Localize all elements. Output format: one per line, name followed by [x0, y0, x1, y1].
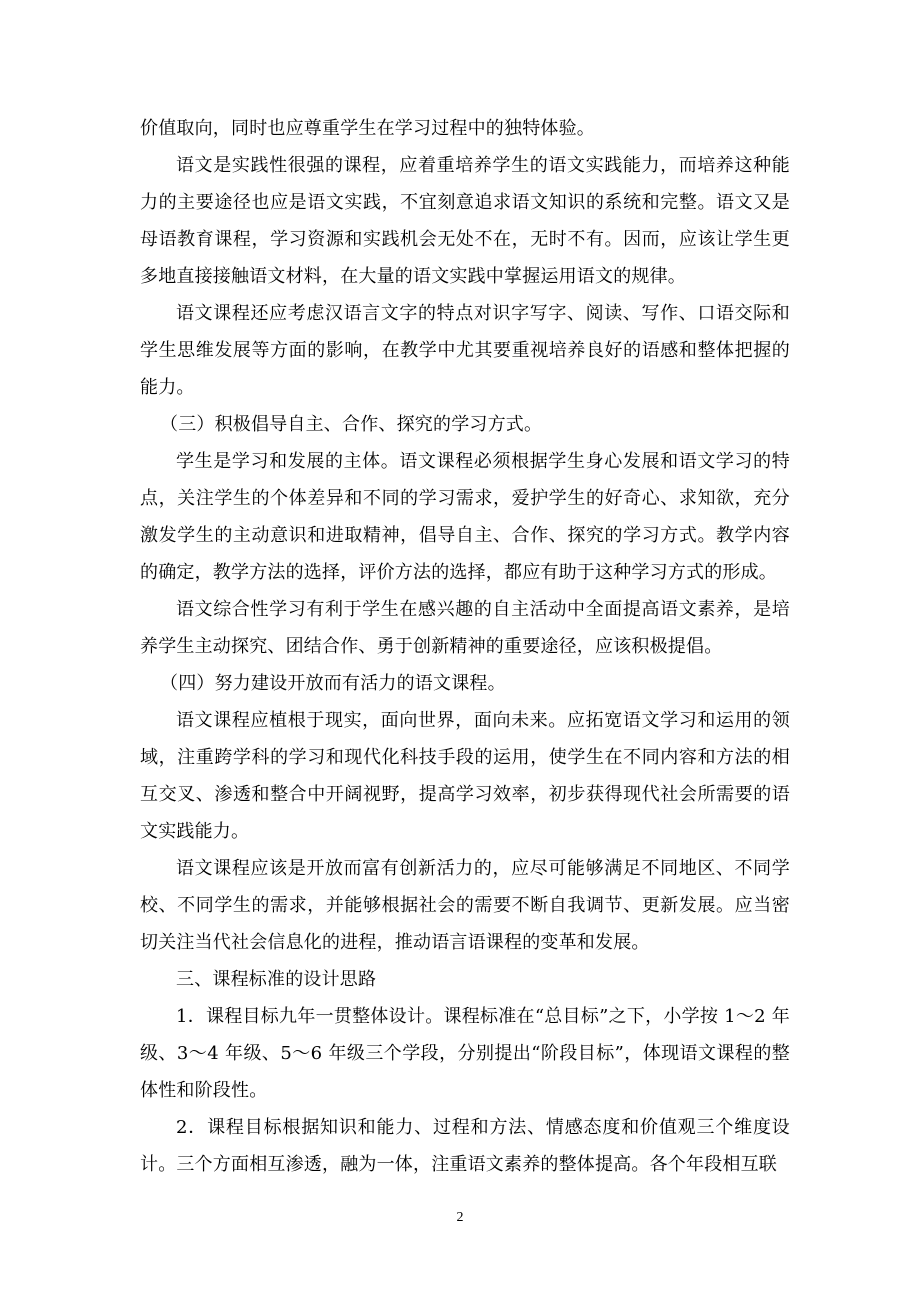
paragraph-comprehensive-learning: 语文综合性学习有利于学生在感兴趣的自主活动中全面提高语文素养，是培养学生主动探究、团结合作、勇于创新精神的重要途径，应该积极提倡。 — [140, 599, 790, 657]
section-heading-4: （四）努力建设开放而有活力的语文课程。 — [160, 673, 506, 694]
paragraph-continuation: 价值取向，同时也应尊重学生在学习过程中的独特体验。 — [140, 118, 595, 139]
paragraph-language-features: 语文课程还应考虑汉语言文字的特点对识字写字、阅读、写作、口语交际和学生思维发展等方面的影响，在教学中尤其要重视培养良好的语感和整体把握的能力。 — [140, 303, 790, 398]
section-heading-design: 三、课程标准的设计思路 — [176, 969, 377, 990]
section-heading-3: （三）积极倡导自主、合作、探究的学习方式。 — [160, 414, 543, 435]
page-number: 2 — [456, 1210, 464, 1225]
list-item-1: 1．课程目标九年一贯整体设计。课程标准在“总目标”之下，小学按 1～2 年级、3～4 年级、5～6 年级三个学段，分别提出“阶段目标”，体现语文课程的整体性和阶段性。 — [140, 1006, 790, 1101]
paragraph-student-subject: 学生是学习和发展的主体。语文课程必须根据学生身心发展和语文学习的特点，关注学生的个体差异和不同的学习需求，爱护学生的好奇心、求知欲，充分激发学生的主动意识和进取精神，倡导自主、合作、探究的学习方式。教学内容的确定，教学方法的选择，评价方法的选择，都应有助于这种学习方式的形成。 — [140, 451, 790, 583]
body-text — [140, 110, 790, 1183]
paragraph-practice: 语文是实践性很强的课程，应着重培养学生的语文实践能力，而培养这种能力的主要途径也应是语文实践，不宜刻意追求语文知识的系统和完整。语文又是母语教育课程，学习资源和实践机会无处不在，无时不有。因而，应该让学生更多地直接接触语文材料，在大量的语文实践中掌握运用语文的规律。 — [140, 155, 790, 287]
paragraph-reality: 语文课程应植根于现实，面向世界，面向未来。应拓宽语文学习和运用的领域，注重跨学科的学习和现代化科技手段的运用，使学生在不同内容和方法的相互交叉、渗透和整合中开阔视野，提高学习效率，初步获得现代社会所需要的语文实践能力。 — [140, 710, 790, 842]
list-item-2: 2．课程目标根据知识和能力、过程和方法、情感态度和价值观三个维度设计。三个方面相互渗透，融为一体，注重语文素养的整体提高。各个年段相互联 — [140, 1117, 790, 1175]
paragraph-open-curriculum: 语文课程应该是开放而富有创新活力的，应尽可能够满足不同地区、不同学校、不同学生的需求，并能够根据社会的需要不断自我调节、更新发展。应当密切关注当代社会信息化的进程，推动语言语课程的变革和发展。 — [140, 858, 790, 953]
